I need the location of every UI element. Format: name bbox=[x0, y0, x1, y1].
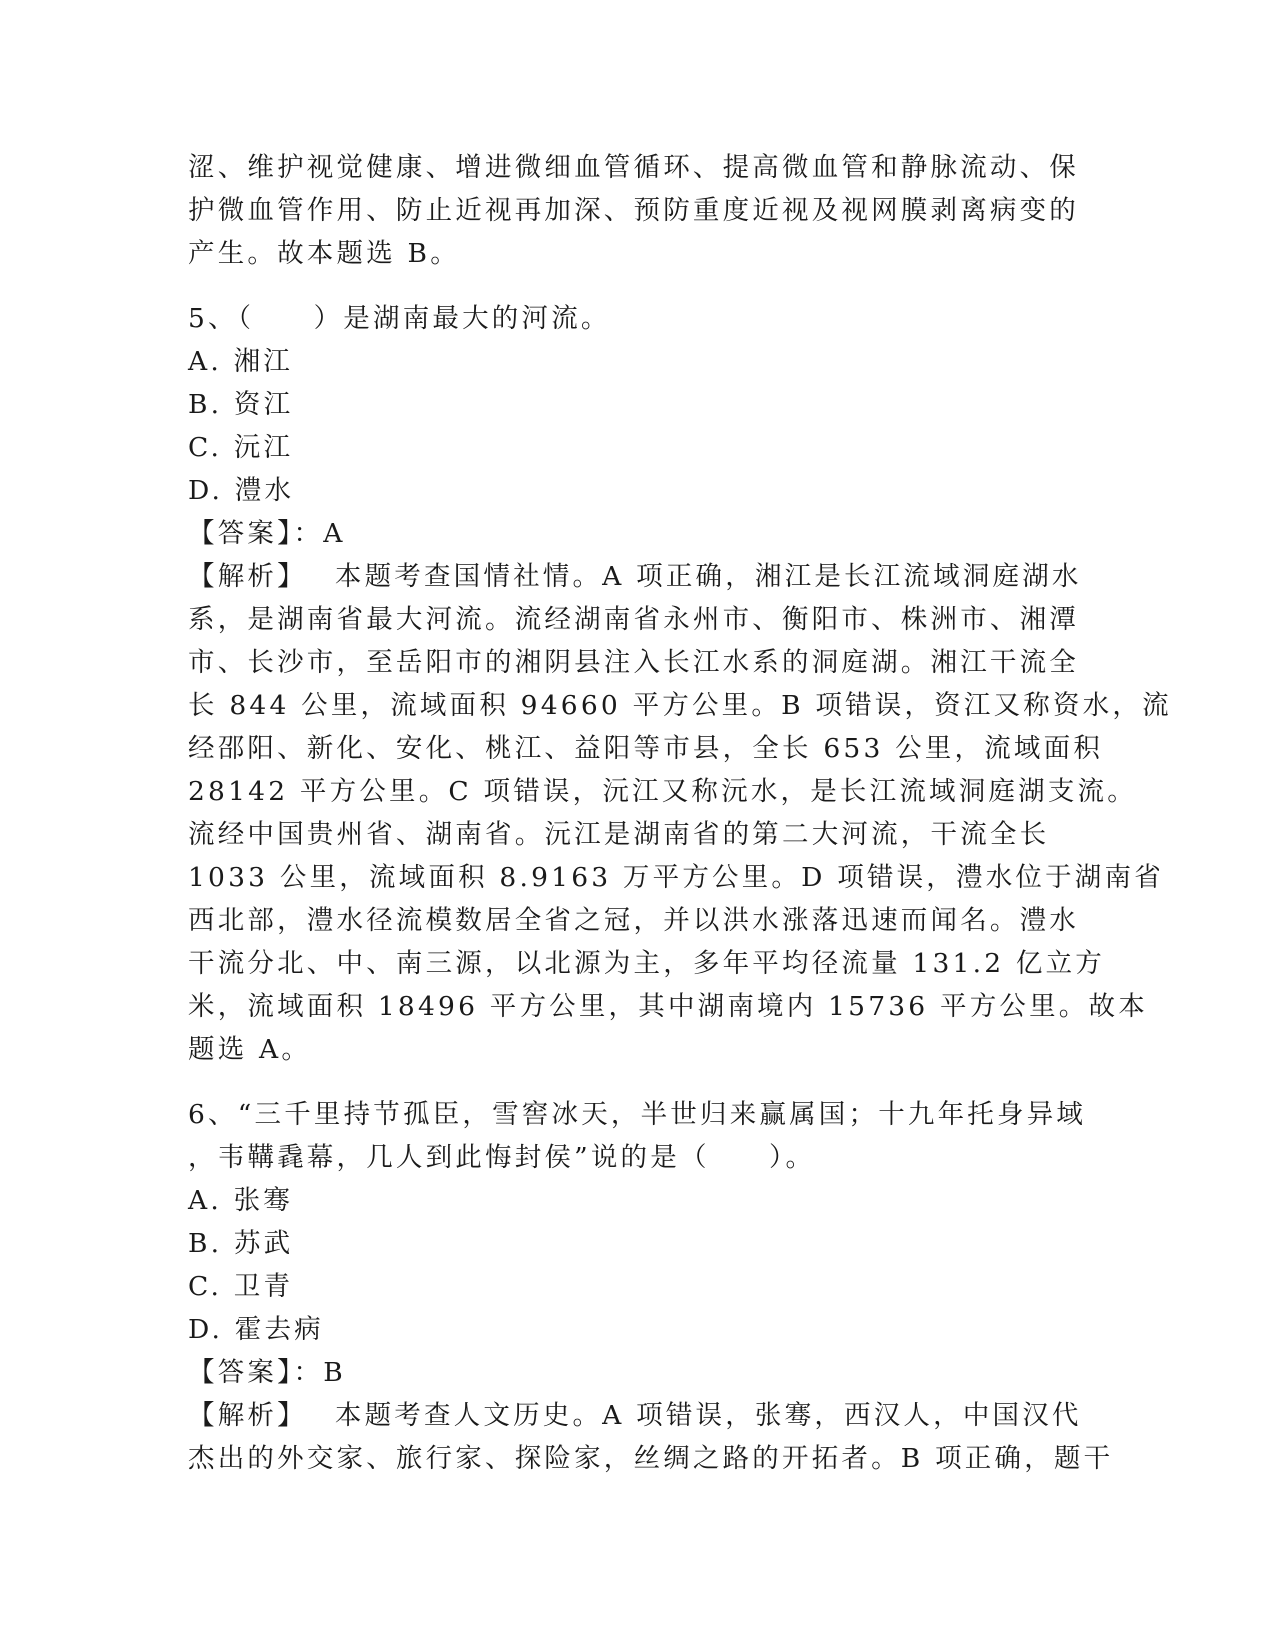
document-page bbox=[188, 146, 1172, 1480]
question-6 bbox=[188, 1093, 1114, 1480]
explanation-line: 系，是湖南省最大河流。流经湖南省永州市、衡阳市、株洲市、湘潭 bbox=[188, 604, 1079, 635]
question-stem: 5、（ ）是湖南最大的河流。 bbox=[188, 303, 611, 334]
option-d: D. 霍去病 bbox=[188, 1314, 324, 1345]
explanation-line: 杰出的外交家、旅行家、探险家，丝绸之路的开拓者。B 项正确，题干 bbox=[188, 1443, 1114, 1474]
explanation-line: 题选 A。 bbox=[188, 1034, 312, 1065]
option-b: B. 苏武 bbox=[188, 1228, 294, 1259]
option-a: A. 湘江 bbox=[188, 346, 293, 377]
explanation-line: 1033 公里，流域面积 8.9163 万平方公里。D 项错误，澧水位于湖南省 bbox=[188, 862, 1164, 893]
option-b: B. 资江 bbox=[188, 389, 294, 420]
explanation-line: 流经中国贵州省、湖南省。沅江是湖南省的第二大河流，干流全长 bbox=[188, 819, 1050, 850]
explanation-line: 长 844 公里，流域面积 94660 平方公里。B 项错误，资江又称资水，流 bbox=[188, 690, 1172, 721]
explanation-line: 经邵阳、新化、安化、桃江、益阳等市县，全长 653 公里，流域面积 bbox=[188, 733, 1104, 764]
explanation bbox=[188, 555, 1172, 1071]
text-line: 护微血管作用、防止近视再加深、预防重度近视及视网膜剥离病变的 bbox=[188, 195, 1079, 226]
previous-explanation-tail bbox=[188, 146, 1088, 275]
explanation bbox=[188, 1394, 1114, 1480]
explanation-line: 干流分北、中、南三源，以北源为主，多年平均径流量 131.2 亿立方 bbox=[188, 948, 1106, 979]
spacer bbox=[188, 275, 1088, 297]
explanation-line: 【解析】 本题考查国情社情。A 项正确，湘江是长江流域洞庭湖水 bbox=[188, 561, 1082, 592]
explanation-line: 西北部，澧水径流模数居全省之冠，并以洪水涨落迅速而闻名。澧水 bbox=[188, 905, 1079, 936]
option-d: D. 澧水 bbox=[188, 475, 295, 506]
text-line: 产生。故本题选 B。 bbox=[188, 238, 460, 269]
answer: 【答案】：B bbox=[188, 1357, 346, 1388]
text-line: 涩、维护视觉健康、增进微细血管循环、提高微血管和静脉流动、保 bbox=[188, 152, 1079, 183]
explanation-line: 米，流域面积 18496 平方公里，其中湖南境内 15736 平方公里。故本 bbox=[188, 991, 1148, 1022]
option-c: C. 卫青 bbox=[188, 1271, 294, 1302]
explanation-line: 市、长沙市，至岳阳市的湘阴县注入长江水系的洞庭湖。湘江干流全 bbox=[188, 647, 1079, 678]
answer: 【答案】：A bbox=[188, 518, 346, 549]
question-stem: ，韦鞲毳幕，几人到此悔封侯”说的是（ ）。 bbox=[188, 1142, 816, 1173]
explanation-line: 28142 平方公里。C 项错误，沅江又称沅水，是长江流域洞庭湖支流。 bbox=[188, 776, 1137, 807]
option-a: A. 张骞 bbox=[188, 1185, 293, 1216]
question-5 bbox=[188, 297, 1172, 1071]
spacer bbox=[188, 1071, 1088, 1093]
option-c: C. 沅江 bbox=[188, 432, 294, 463]
explanation-line: 【解析】 本题考查人文历史。A 项错误，张骞，西汉人，中国汉代 bbox=[188, 1400, 1082, 1431]
question-stem: 6、“三千里持节孤臣，雪窖冰天，半世归来赢属国；十九年托身异域 bbox=[188, 1099, 1087, 1130]
